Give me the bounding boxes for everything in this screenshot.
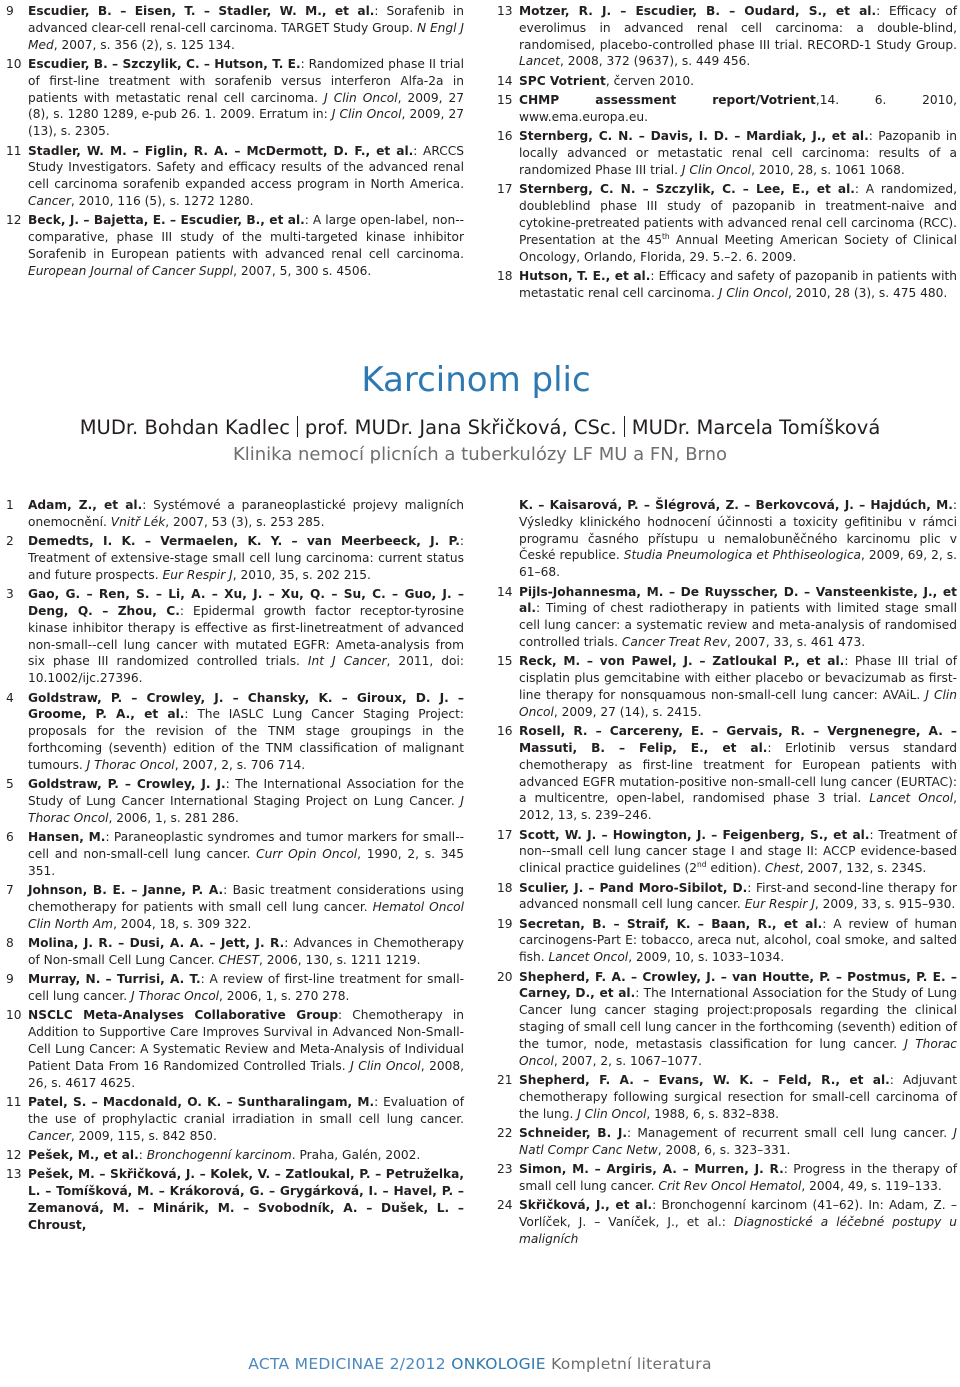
reference-authors: Stadler, W. M. – Figlin, R. A. – McDermott, D. F., et al. bbox=[28, 143, 414, 158]
reference-title: : Randomized phase II trial of first-line treatment with sorafenib versus interferon Alfa-2a in patients with metastatic renal cell carcinoma. bbox=[28, 56, 464, 105]
reference-text bbox=[28, 829, 464, 879]
reference-title: : The International Association for the Study of Lung Cancer International Staging Project on Lung Cancer. bbox=[28, 777, 464, 808]
reference-number: 7 bbox=[6, 883, 14, 898]
reference-number: 2 bbox=[6, 534, 14, 549]
reference-item bbox=[6, 56, 464, 140]
reference-item bbox=[6, 776, 464, 826]
author-line bbox=[0, 415, 960, 441]
reference-details: , 2009, 33, s. 915–930. bbox=[814, 897, 956, 912]
reference-details: , 2004, 18, s. 309 322. bbox=[113, 916, 252, 931]
reference-number: 3 bbox=[6, 587, 14, 602]
reference-journal: J Thorac Oncol bbox=[519, 1036, 957, 1068]
reference-item bbox=[497, 723, 957, 824]
reference-title: : Treatment of non--small cell lung cancer stage I and stage II: ACCP evidence-based clinical practice guidelines (2 bbox=[519, 827, 957, 876]
reference-item bbox=[497, 92, 957, 126]
reference-title: , červen 2010. bbox=[605, 73, 694, 88]
reference-journal: J Clin Oncol bbox=[681, 162, 752, 177]
reference-title: : Erlotinib versus standard chemotherapy as first-line treatment for European patients with advanced EGFR mutation-positive non-small-cell lung cancer (EURTAC): a multicentre, open-label, randomised phase 3 trial. bbox=[519, 740, 958, 806]
reference-details: , 2008, 26, s. 4617 4625. bbox=[28, 1058, 464, 1090]
reference-number: 11 bbox=[6, 143, 22, 158]
author-1: MUDr. Bohdan Kadlec bbox=[79, 416, 290, 439]
reference-number: 18 bbox=[497, 880, 513, 895]
reference-number: 21 bbox=[497, 1073, 513, 1088]
reference-authors: CHMP assessment report/Votrient bbox=[519, 93, 816, 108]
reference-authors: Simon, M. – Argiris, A. – Murren, J. R. bbox=[519, 1162, 784, 1177]
reference-authors: Johnson, B. E. – Janne, P. A. bbox=[28, 883, 224, 898]
reference-details: , 2010, 28 (3), s. 475 480. bbox=[787, 285, 948, 300]
reference-number: 12 bbox=[6, 1148, 22, 1163]
reference-title: : The International Association for the Study of Lung Cancer lung cancer staging project:proposals regarding the clinical staging of small cell lung cancer in the forthcoming (seventh) edition of the tumor, node, metastasis classification for lung cancer. bbox=[519, 986, 957, 1051]
reference-item bbox=[6, 690, 464, 774]
references-bottom-left bbox=[6, 497, 464, 1236]
reference-title: : Systémové a paraneoplastické projevy maligních onemocnění. bbox=[28, 498, 464, 529]
reference-title: : Výsledky klinického hodnocení účinnosti a toxicity gefitinibu v rámci programu časného přístupu u nemalobuněčného karcinomu plic v České republice. bbox=[519, 498, 957, 563]
reference-number: 24 bbox=[497, 1198, 513, 1213]
reference-number: 8 bbox=[6, 936, 14, 951]
reference-item bbox=[497, 1197, 957, 1247]
reference-journal: Eur Respir J bbox=[162, 567, 233, 582]
reference-text bbox=[519, 880, 957, 914]
reference-authors: Skřičková, J., et al. bbox=[519, 1198, 653, 1213]
reference-authors: Pijls-Johannesma, M. – De Ruysscher, D. – Vansteenkiste, J., et al. bbox=[519, 584, 957, 616]
reference-authors: Shepherd, F. A. – Crowley, J. – van Houtte, P. – Postmus, P. E. – Carney, D., et al. bbox=[519, 969, 957, 1001]
reference-text bbox=[519, 916, 957, 966]
reference-journal: Cancer bbox=[28, 193, 71, 208]
reference-number: 5 bbox=[6, 777, 14, 792]
reference-authors: Hansen, M. bbox=[28, 830, 106, 845]
reference-item bbox=[6, 1007, 464, 1091]
reference-number: 14 bbox=[497, 73, 513, 88]
reference-item bbox=[497, 969, 957, 1070]
reference-authors: Shepherd, F. A. – Evans, W. K. – Feld, R., et al. bbox=[519, 1073, 890, 1088]
reference-text bbox=[28, 586, 464, 687]
reference-item bbox=[6, 533, 464, 583]
reference-text bbox=[28, 497, 464, 531]
reference-text bbox=[28, 1007, 464, 1091]
reference-details: , 2006, 130, s. 1211 1219. bbox=[259, 952, 421, 967]
reference-authors: Demedts, I. K. – Vermaelen, K. Y. – van Meerbeeck, J. P. bbox=[28, 534, 460, 549]
reference-item bbox=[497, 181, 957, 265]
reference-title-cont: edition). bbox=[706, 861, 765, 876]
reference-text bbox=[519, 73, 957, 90]
reference-text bbox=[519, 268, 957, 302]
reference-item bbox=[6, 143, 464, 210]
reference-text bbox=[28, 212, 464, 279]
reference-details: , 2007, 53 (3), s. 253 285. bbox=[165, 514, 325, 529]
reference-title: : Management of recurrent small cell lung cancer. bbox=[627, 1126, 954, 1141]
reference-title: : Efficacy of everolimus in advanced renal cell carcinoma: a double-blind, randomised, placebo-controlled phase III trial. RECORD-1 Study Group. bbox=[519, 4, 958, 52]
reference-journal: Crit Rev Oncol Hematol bbox=[658, 1179, 802, 1194]
reference-authors: Escudier, B. – Eisen, T. – Stadler, W. M., et al. bbox=[28, 4, 375, 18]
reference-item bbox=[6, 935, 464, 969]
reference-item bbox=[497, 880, 957, 914]
reference-title: : Timing of chest radiotherapy in patients with limited stage small cell lung cancer: a systematic review and meta-analysis of randomised controlled trials. bbox=[519, 601, 957, 649]
reference-authors: Rosell, R. – Carcereny, E. – Gervais, R. – Vergnenegre, A. – Massuti, B. – Felip, E., et al. bbox=[519, 724, 957, 755]
reference-item bbox=[497, 128, 957, 178]
reference-number: 17 bbox=[497, 182, 513, 197]
reference-text bbox=[519, 1125, 957, 1159]
reference-journal: Bronchogenní karcinom bbox=[146, 1148, 292, 1163]
reference-journal: J Clin Oncol bbox=[350, 1058, 421, 1073]
reference-title: : Progress in the therapy of small cell lung cancer. bbox=[519, 1162, 958, 1194]
reference-authors: Reck, M. – von Pawel, J. – Zatloukal P., et al. bbox=[519, 654, 845, 669]
reference-item bbox=[6, 1147, 464, 1164]
reference-number: 15 bbox=[497, 93, 513, 108]
reference-authors: SPC Votrient bbox=[519, 73, 606, 88]
reference-number: 10 bbox=[6, 56, 22, 71]
reference-title: : Sorafenib in advanced clear-cell renal-cell carcinoma. TARGET Study Group. bbox=[28, 4, 464, 35]
reference-details: , 1990, 2, s. 345 351. bbox=[28, 846, 464, 878]
reference-item bbox=[497, 584, 957, 651]
reference-text bbox=[28, 935, 464, 969]
author-separator bbox=[624, 416, 625, 437]
reference-text bbox=[28, 1147, 464, 1164]
reference-title-cont: Annual Meeting American Society of Clinical Oncology, Orlando, Florida, 29. 5.–2. 6. 2009. bbox=[519, 232, 957, 264]
reference-details: , 2007, s. 356 (2), s. 125 134. bbox=[53, 37, 235, 52]
reference-journal: Chest bbox=[764, 861, 800, 876]
reference-number: 19 bbox=[497, 916, 513, 931]
reference-details: . Praha, Galén, 2002. bbox=[291, 1148, 421, 1163]
reference-details: , 2004, 49, s. 119–133. bbox=[801, 1179, 942, 1194]
footer-journal: ACTA MEDICINAE 2/2012 bbox=[248, 1355, 446, 1373]
reference-number: 9 bbox=[6, 4, 14, 18]
reference-text bbox=[519, 128, 957, 178]
reference-details: , 2006, 1, s. 270 278. bbox=[219, 989, 350, 1004]
reference-title: : Paraneoplastic syndromes and tumor markers for small--cell and non-small-cell lung cancer. bbox=[28, 830, 464, 861]
reference-number: 23 bbox=[497, 1162, 513, 1177]
reference-number: 12 bbox=[6, 213, 22, 228]
reference-text bbox=[519, 1197, 957, 1247]
reference-item bbox=[497, 73, 957, 90]
reference-details: , 2007, 2, s. 1067–1077. bbox=[553, 1053, 702, 1068]
reference-text bbox=[519, 497, 957, 581]
footer-label: Kompletní literatura bbox=[551, 1355, 712, 1373]
reference-journal: European Journal of Cancer Suppl bbox=[28, 263, 234, 278]
reference-number: 22 bbox=[497, 1126, 513, 1141]
reference-details: , 2007, 132, s. 234S. bbox=[799, 861, 927, 876]
reference-authors: Murray, N. – Turrisi, A. T. bbox=[28, 972, 201, 987]
reference-authors: Motzer, R. J. – Escudier, B. – Oudard, S., et al. bbox=[519, 4, 877, 18]
reference-journal: Curr Opin Oncol bbox=[256, 846, 358, 861]
reference-item bbox=[497, 497, 957, 581]
reference-text bbox=[28, 56, 464, 140]
reference-text bbox=[28, 882, 464, 932]
reference-item bbox=[6, 212, 464, 279]
reference-journal: Lancet Oncol bbox=[869, 791, 954, 806]
reference-text bbox=[28, 971, 464, 1005]
reference-number: 11 bbox=[6, 1095, 22, 1110]
reference-title: : Treatment of extensive-stage small cell lung carcinoma: current status and future prospects. bbox=[28, 534, 464, 582]
references-top-left bbox=[6, 3, 464, 282]
reference-journal: Int J Cancer bbox=[307, 654, 387, 669]
reference-title: : A large open-label, non--comparative, phase III study of the multi-targeted kinase inhibitor Sorafenib in European patients with advanced renal cell carcinoma. bbox=[28, 213, 464, 261]
reference-number: 13 bbox=[497, 4, 513, 18]
reference-authors: Secretan, B. – Straif, K. – Baan, R., et al. bbox=[519, 916, 823, 931]
reference-details: , 2010, 35, s. 202 215. bbox=[232, 567, 371, 582]
reference-text bbox=[519, 92, 957, 126]
reference-title: : The IASLC Lung Cancer Staging Project: proposals for the revision of the TNM stage groupings in the forthcoming (seventh) edition of the TNM classification of malignant tumours. bbox=[28, 707, 464, 772]
reference-title: : First-and second-line therapy for advanced nonsmall cell lung cancer. bbox=[519, 880, 957, 912]
reference-text bbox=[519, 1161, 957, 1195]
reference-authors: Molina, J. R. – Dusi, A. A. – Jett, J. R. bbox=[28, 936, 285, 951]
reference-details: , 2010, 28, s. 1061 1068. bbox=[751, 162, 905, 177]
reference-superscript: nd bbox=[696, 860, 707, 870]
reference-item bbox=[6, 1166, 464, 1233]
author-3: MUDr. Marcela Tomíšková bbox=[631, 416, 881, 439]
reference-authors: Scott, W. J. – Howington, J. – Feigenberg, S., et al. bbox=[519, 827, 870, 842]
reference-details: , 2007, 5, 300 s. 4506. bbox=[233, 263, 372, 278]
reference-title: : A review of human carcinogens-Part E: tobacco, areca nut, alcohol, coal smoke, and salted fish. bbox=[519, 916, 957, 965]
reference-number: 20 bbox=[497, 969, 513, 984]
reference-text bbox=[519, 653, 957, 720]
reference-journal: N Engl J Med bbox=[28, 20, 464, 52]
reference-title: : Basic treatment considerations using chemotherapy for patients with small cell lung cancer. bbox=[28, 883, 464, 914]
reference-journal: Cancer Treat Rev bbox=[621, 634, 727, 649]
reference-item bbox=[497, 653, 957, 720]
reference-superscript: th bbox=[661, 231, 670, 241]
reference-details: , 2006, 1, s. 281 286. bbox=[108, 810, 239, 825]
reference-authors: NSCLC Meta-Analyses Collaborative Group bbox=[28, 1008, 339, 1023]
reference-details: , 2009, 27 (14), s. 2415. bbox=[553, 704, 702, 719]
reference-item bbox=[497, 1072, 957, 1122]
reference-number: 9 bbox=[6, 972, 14, 987]
reference-number: 16 bbox=[497, 129, 513, 144]
reference-journal: Hematol Oncol Clin North Am bbox=[28, 899, 465, 931]
reference-item bbox=[6, 1094, 464, 1144]
reference-item bbox=[497, 827, 957, 877]
reference-number: 18 bbox=[497, 268, 513, 283]
reference-text bbox=[519, 3, 957, 70]
reference-text bbox=[28, 1166, 464, 1233]
reference-number: 16 bbox=[497, 724, 513, 739]
reference-number: 6 bbox=[6, 830, 14, 845]
reference-journal: Studia Pneumologica et Phthiseologica bbox=[623, 548, 862, 563]
reference-authors: Pešek, M., et al. bbox=[28, 1148, 139, 1163]
reference-authors: Hutson, T. E., et al. bbox=[519, 268, 651, 283]
reference-journal: J Clin Oncol bbox=[324, 90, 398, 105]
reference-journal: Vnitř Lék bbox=[110, 514, 166, 529]
reference-number: 14 bbox=[497, 584, 513, 599]
reference-item bbox=[497, 268, 957, 302]
reference-number bbox=[497, 497, 519, 581]
reference-title: : A review of first-line treatment for small-cell lung cancer. bbox=[28, 972, 464, 1004]
reference-journal: J Clin Oncol bbox=[519, 687, 957, 719]
reference-text bbox=[28, 533, 464, 583]
reference-journal: Eur Respir J bbox=[744, 897, 815, 912]
footer-section: ONKOLOGIE bbox=[451, 1355, 546, 1373]
reference-text bbox=[519, 181, 957, 265]
reference-authors: Schneider, B. J. bbox=[519, 1126, 627, 1141]
reference-journal: J Thorac Oncol bbox=[28, 793, 464, 825]
reference-title: : Advances in Chemotherapy of Non-small Cell Lung Cancer. bbox=[28, 936, 464, 967]
reference-text bbox=[28, 3, 464, 53]
reference-text bbox=[28, 776, 464, 826]
reference-details: , 2007, 2, s. 706 714. bbox=[174, 757, 306, 772]
reference-journal: Diagnostické a léčebné postupy u maligních bbox=[519, 1215, 958, 1246]
reference-item bbox=[6, 882, 464, 932]
reference-item bbox=[497, 3, 957, 70]
reference-authors: Escudier, B. – Szczylik, C. – Hutson, T. E. bbox=[28, 56, 301, 71]
reference-details: , 1988, 6, s. 832–838. bbox=[646, 1106, 780, 1121]
reference-number: 15 bbox=[497, 654, 513, 669]
reference-journal: J Clin Oncol bbox=[577, 1106, 647, 1121]
reference-authors: Sternberg, C. N. – Szczylik, C. – Lee, E., et al. bbox=[519, 182, 855, 197]
reference-journal: Lancet bbox=[519, 54, 560, 69]
author-2: prof. MUDr. Jana Skřičková, CSc. bbox=[304, 416, 617, 439]
reference-journal: J Clin Oncol bbox=[718, 285, 788, 300]
reference-number: 1 bbox=[6, 498, 14, 512]
clinic-affiliation: Klinika nemocí plicních a tuberkulózy LF MU a FN, Brno bbox=[232, 444, 728, 465]
reference-authors: Goldstraw, P. – Crowley, J. – Chansky, K. – Giroux, D. J. – Groome, P. A., et al. bbox=[28, 690, 464, 722]
reference-authors: Patel, S. – Macdonald, O. K. – Suntharalingam, M. bbox=[28, 1095, 375, 1110]
reference-title: : Chemotherapy in Addition to Supportive Care Improves Survival in Advanced Non-Small- Cell Lung Cancer: A Systematic Review and Meta-Analysis of Individual Patient Data From 16 Randomized Controlled Trials. bbox=[28, 1008, 464, 1073]
reference-item bbox=[497, 916, 957, 966]
reference-details: , 2009, 69, 2, s. 61–68. bbox=[519, 548, 958, 580]
reference-title: : bbox=[138, 1148, 147, 1163]
reference-journal: J Thorac Oncol bbox=[86, 757, 175, 772]
reference-text bbox=[519, 1072, 957, 1122]
reference-title: : Pazopanib in locally advanced or metastatic renal cell carcinoma: results of a randomized Phase III trial. bbox=[519, 129, 958, 177]
reference-details: , 2008, 6, s. 323–331. bbox=[657, 1142, 791, 1157]
reference-text bbox=[519, 969, 957, 1070]
reference-item bbox=[6, 497, 464, 531]
reference-title: : ARCCS Study Investigators. Safety and efficacy results of the advanced renal cell carcinoma sorafenib expanded access program in North America. bbox=[28, 143, 464, 192]
reference-details-2: , 2009, 27 (13), s. 2305. bbox=[28, 107, 464, 139]
reference-title: : A randomized, doubleblind phase III study of pazopanib in treatment-naive and cytokine-pretreated patients with advanced renal cell carcinoma (RCC). Presentation at the 45 bbox=[519, 182, 957, 247]
reference-number: 17 bbox=[497, 827, 513, 842]
reference-journal: CHEST bbox=[218, 952, 260, 967]
reference-authors: Goldstraw, P. – Crowley, J. J. bbox=[28, 777, 226, 792]
reference-journal: Lancet Oncol bbox=[548, 950, 629, 965]
references-top-right bbox=[497, 3, 957, 304]
reference-details: , 2009, 10, s. 1033–1034. bbox=[628, 950, 785, 965]
reference-number: 4 bbox=[6, 690, 14, 705]
reference-journal: J Thorac Oncol bbox=[131, 989, 220, 1004]
reference-title: : Adjuvant chemotherapy following surgical resection for small-cell carcinoma of the lung. bbox=[519, 1073, 957, 1121]
reference-authors: Adam, Z., et al. bbox=[28, 498, 143, 512]
reference-text bbox=[28, 1094, 464, 1144]
reference-details: , 2009, 115, s. 842 850. bbox=[70, 1128, 217, 1143]
reference-journal: J Natl Compr Canc Netw bbox=[519, 1126, 957, 1157]
reference-title: : Evaluation of the use of prophylactic cranial irradiation in small cell lung cancer. bbox=[28, 1095, 464, 1126]
reference-text bbox=[519, 827, 957, 877]
reference-item bbox=[497, 1125, 957, 1159]
reference-number: 13 bbox=[6, 1167, 22, 1182]
reference-item bbox=[6, 586, 464, 687]
reference-journal: Cancer bbox=[28, 1128, 71, 1143]
author-separator bbox=[297, 416, 298, 437]
reference-text bbox=[28, 690, 464, 774]
reference-title: : Bronchogenní karcinom (41–62). In: Adam, Z. – Vorlíček, J. – Vaníček, J., et al.: bbox=[519, 1198, 957, 1230]
reference-details: , 2008, 372 (9637), s. 449 456. bbox=[559, 54, 751, 69]
reference-authors: Sternberg, C. N. – Davis, I. D. – Mardiak, J., et al. bbox=[519, 129, 869, 144]
reference-details: , 2011, doi: 10.1002/ijc.27396. bbox=[28, 654, 464, 686]
reference-details: , 2010, 116 (5), s. 1272 1280. bbox=[70, 193, 254, 208]
section-header bbox=[0, 358, 960, 467]
reference-authors: Gao, G. – Ren, S. – Li, A. – Xu, J. – Xu, Q. – Su, C. – Guo, J. – Deng, Q. – Zhou, C. bbox=[28, 587, 464, 618]
reference-title: : Epidermal growth factor receptor-tyrosine kinase inhibitor therapy is effective as first-linetreatment of advanced non-small--cell lung cancer with mutated EGFR: Ameta-analysis from six phase III randomized controlled trials. bbox=[28, 603, 464, 669]
reference-item bbox=[6, 829, 464, 879]
reference-text bbox=[519, 723, 957, 824]
reference-title: : Phase III trial of cisplatin plus gemcitabine with either placebo or bevacizumab as first-line therapy for nonsquamous non-small-cell lung cancer: AVAiL. bbox=[519, 654, 957, 702]
reference-item bbox=[497, 1161, 957, 1195]
reference-journal-2: J Clin Oncol bbox=[331, 107, 402, 122]
reference-title: ,14. 6. 2010, www.ema.europa.eu. bbox=[519, 93, 957, 124]
page-footer bbox=[0, 1355, 960, 1373]
reference-details: , 2009, 27 (8), s. 1280 1289, e-pub 26. 1. 2009. Erratum in: bbox=[28, 90, 464, 122]
reference-text bbox=[28, 143, 464, 210]
reference-details: , 2012, 13, s. 239–246. bbox=[519, 791, 957, 823]
reference-authors: K. – Kaisarová, P. – Šlégrová, Z. – Berkovcová, J. – Hajdúch, M. bbox=[519, 498, 953, 512]
section-title: Karcinom plic bbox=[361, 360, 591, 400]
reference-text bbox=[519, 584, 957, 651]
reference-authors: Beck, J. – Bajetta, E. – Escudier, B., et al. bbox=[28, 213, 305, 228]
references-bottom-right bbox=[497, 497, 957, 1250]
reference-number: 10 bbox=[6, 1008, 22, 1023]
reference-authors: Sculier, J. – Pand Moro-Sibilot, D. bbox=[519, 880, 748, 895]
reference-details: , 2007, 33, s. 461 473. bbox=[726, 634, 866, 649]
reference-title: : Efficacy and safety of pazopanib in patients with metastatic renal cell carcinoma. bbox=[519, 268, 957, 300]
reference-item bbox=[6, 3, 464, 53]
reference-authors: Pešek, M. – Skřičková, J. – Kolek, V. – Zatloukal, P. – Petruželka, L. – Tomíšková, M. – Krákorová, G. – Grygárková, I. – Havel, P. – Zemanová, M. – Minárik, M. – Svobodník, A. – Dušek, L. – Chroust, bbox=[28, 1167, 464, 1232]
reference-item bbox=[6, 971, 464, 1005]
